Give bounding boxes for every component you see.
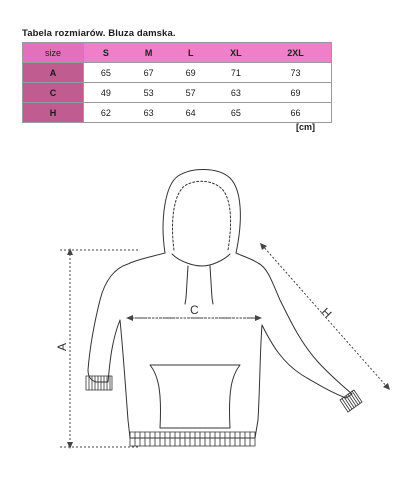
unit-label: [cm]: [296, 122, 316, 132]
waistband: [130, 432, 255, 446]
measure-c-arrow-right: [255, 315, 262, 321]
table-cell: 69: [260, 83, 331, 103]
header-cell-size: size: [23, 43, 84, 63]
table-cell: 62: [84, 103, 128, 123]
table-cell: 67: [128, 63, 170, 83]
neck-opening: [172, 254, 230, 266]
table-cell: 53: [128, 83, 170, 103]
header-cell-2xl: 2XL: [260, 43, 331, 63]
size-table: [22, 42, 332, 123]
hood-seam: [173, 181, 231, 250]
table-cell: 65: [84, 63, 128, 83]
table-cell: 69: [170, 63, 212, 83]
table-cell: 71: [212, 63, 260, 83]
right-cuff: [340, 390, 362, 412]
table-cell: 63: [212, 83, 260, 103]
dimension-label-a: A: [55, 342, 70, 352]
dimension-label-c: C: [190, 303, 199, 317]
header-cell-l: L: [170, 43, 212, 63]
table-row: [23, 83, 332, 103]
table-cell: 64: [170, 103, 212, 123]
row-label-h: H: [23, 103, 84, 123]
hood-outline: [163, 169, 240, 253]
header-cell-xl: XL: [212, 43, 260, 63]
chart-title: Tabela rozmiarów. Bluza damska.: [22, 28, 176, 39]
measure-a-arrow-top: [67, 248, 73, 255]
table-cell: 65: [212, 103, 260, 123]
row-label-a: A: [23, 63, 84, 83]
dimension-label-h: H: [318, 304, 335, 322]
row-label-c: C: [23, 83, 84, 103]
drawstring-right: [210, 266, 213, 304]
hoodie-diagram: [0, 150, 400, 500]
table-cell: 49: [84, 83, 128, 103]
table-header-row: [23, 43, 332, 63]
drawstring-left: [185, 266, 188, 304]
table-cell: 57: [170, 83, 212, 103]
kangaroo-pocket: [150, 365, 240, 428]
body-outline: [88, 253, 352, 438]
table-row: [23, 103, 332, 123]
measure-a-arrow-bottom: [67, 442, 73, 449]
table-cell: 66: [260, 103, 331, 123]
table-row: [23, 63, 332, 83]
measure-c-arrow-left: [126, 315, 133, 321]
header-cell-s: S: [84, 43, 128, 63]
table-cell: 73: [260, 63, 331, 83]
table-cell: 63: [128, 103, 170, 123]
header-cell-m: M: [128, 43, 170, 63]
